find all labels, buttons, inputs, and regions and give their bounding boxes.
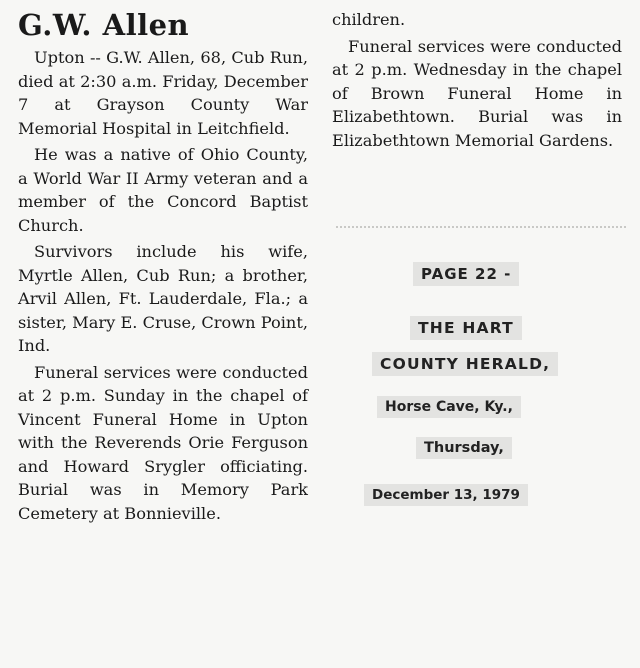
newspaper-name-line-1: THE HART bbox=[410, 316, 522, 340]
column-divider bbox=[336, 226, 626, 234]
newspaper-name-line-2: COUNTY HERALD, bbox=[372, 352, 558, 376]
obituary-paragraph: Survivors include his wife, Myrtle Allen, Cub Run; a brother, Arvil Allen, Ft. Lauderdale, Fla.; a sister, Mary E. Cruse, Crown Point, Ind. bbox=[18, 242, 308, 355]
obituary-paragraph: Upton -- G.W. Allen, 68, Cub Run, died at 2:30 a.m. Friday, December 7 at Grayson County War Memorial Hospital in Leitchfield. bbox=[18, 48, 308, 138]
publication-day-label: Thursday, bbox=[416, 437, 512, 459]
obituary-paragraph: Funeral services were conducted at 2 p.m. Sunday in the chapel of Vincent Funeral Home in Upton with the Reverends Orie Ferguson and Howard Srygler officiating. Burial was in Memory Park Cemetery at Bonnieville. bbox=[18, 362, 308, 523]
publication-date-label: December 13, 1979 bbox=[364, 484, 528, 506]
newspaper-city-label: Horse Cave, Ky., bbox=[377, 396, 521, 418]
obituary-paragraph: He was a native of Ohio County, a World War II Army veteran and a member of the Concord Baptist Church. bbox=[18, 145, 308, 235]
obituary-column-right bbox=[332, 8, 622, 155]
obituary-headline: G.W. Allen bbox=[18, 8, 190, 42]
obituary-paragraph: Funeral services were conducted at 2 p.m. Wednesday in the chapel of Brown Funeral Home in Elizabethtown. Burial was in Elizabethtown Memorial Gardens. bbox=[332, 36, 622, 150]
page-number-label: PAGE 22 - bbox=[413, 262, 519, 286]
obituary-column-left bbox=[18, 8, 308, 528]
obituary-continuation: children. bbox=[332, 10, 406, 29]
